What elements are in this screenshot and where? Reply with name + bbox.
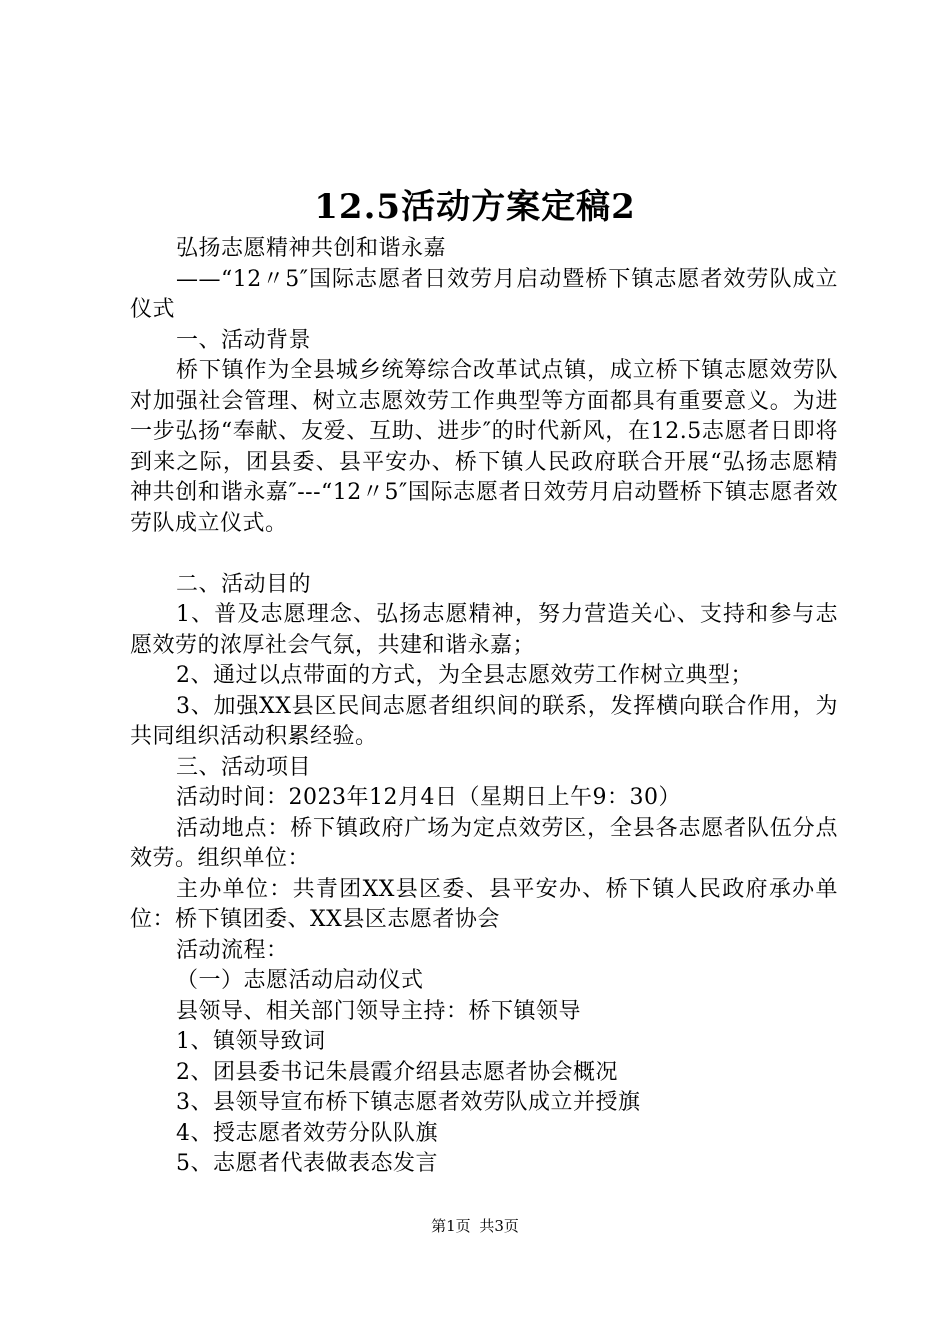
paragraph: 弘扬志愿精神共创和谐永嘉 xyxy=(176,236,447,261)
paragraph: ——“12〃5″国际志愿者日效劳月启动暨桥下镇志愿者效劳队成立仪式 xyxy=(130,266,838,322)
paragraph: 3、加强XX县区民间志愿者组织间的联系，发挥横向联合作用，为共同组织活动积累经验。 xyxy=(130,693,838,749)
paragraph: 活动地点：桥下镇政府广场为定点效劳区，全县各志愿者队伍分点效劳。组织单位： xyxy=(130,815,838,871)
paragraph: 3、县领导宣布桥下镇志愿者效劳队成立并授旗 xyxy=(176,1090,641,1115)
page-total: 共3页 xyxy=(479,1217,519,1235)
paragraph: （一）志愿活动启动仪式 xyxy=(176,968,424,993)
paragraph: 三、活动项目 xyxy=(176,754,312,780)
page-number: 第1页 xyxy=(431,1217,471,1235)
paragraph: 活动时间：2023年12月4日（星期日上午9：30） xyxy=(176,785,681,810)
paragraph: 5、志愿者代表做表态发言 xyxy=(176,1151,438,1176)
page-footer xyxy=(0,1216,950,1236)
paragraph: 1、镇领导致词 xyxy=(176,1029,326,1054)
document-body xyxy=(130,234,838,1180)
paragraph: 活动流程： xyxy=(176,937,289,963)
paragraph: 1、普及志愿理念、弘扬志愿精神，努力营造关心、支持和参与志愿效劳的浓厚社会气氛，共建和谐永嘉； xyxy=(130,602,838,658)
paragraph: 主办单位：共青团XX县区委、县平安办、桥下镇人民政府承办单位：桥下镇团委、XX县区志愿者协会 xyxy=(130,876,838,932)
paragraph: 桥下镇作为全县城乡统筹综合改革试点镇，成立桥下镇志愿效劳队对加强社会管理、树立志愿效劳工作典型等方面都具有重要意义。为进一步弘扬“奉献、友爱、互助、进步″的时代新风，在12.5志愿者日即将到来之际，团县委、县平安办、桥下镇人民政府联合开展“弘扬志愿精神共创和谐永嘉″---“12〃5″国际志愿者日效劳月启动暨桥下镇志愿者效劳队成立仪式。 xyxy=(130,358,838,536)
paragraph: 4、授志愿者效劳分队队旗 xyxy=(176,1120,438,1146)
paragraph: 2、团县委书记朱晨霞介绍县志愿者协会概况 xyxy=(176,1059,618,1085)
blank-line xyxy=(130,539,838,570)
paragraph: 一、活动背景 xyxy=(176,327,312,353)
paragraph: 2、通过以点带面的方式，为全县志愿效劳工作树立典型； xyxy=(176,663,753,688)
document-title: 12.5活动方案定稿2 xyxy=(314,187,636,227)
paragraph: 县领导、相关部门领导主持：桥下镇领导 xyxy=(176,998,582,1024)
paragraph: 二、活动目的 xyxy=(176,571,312,597)
